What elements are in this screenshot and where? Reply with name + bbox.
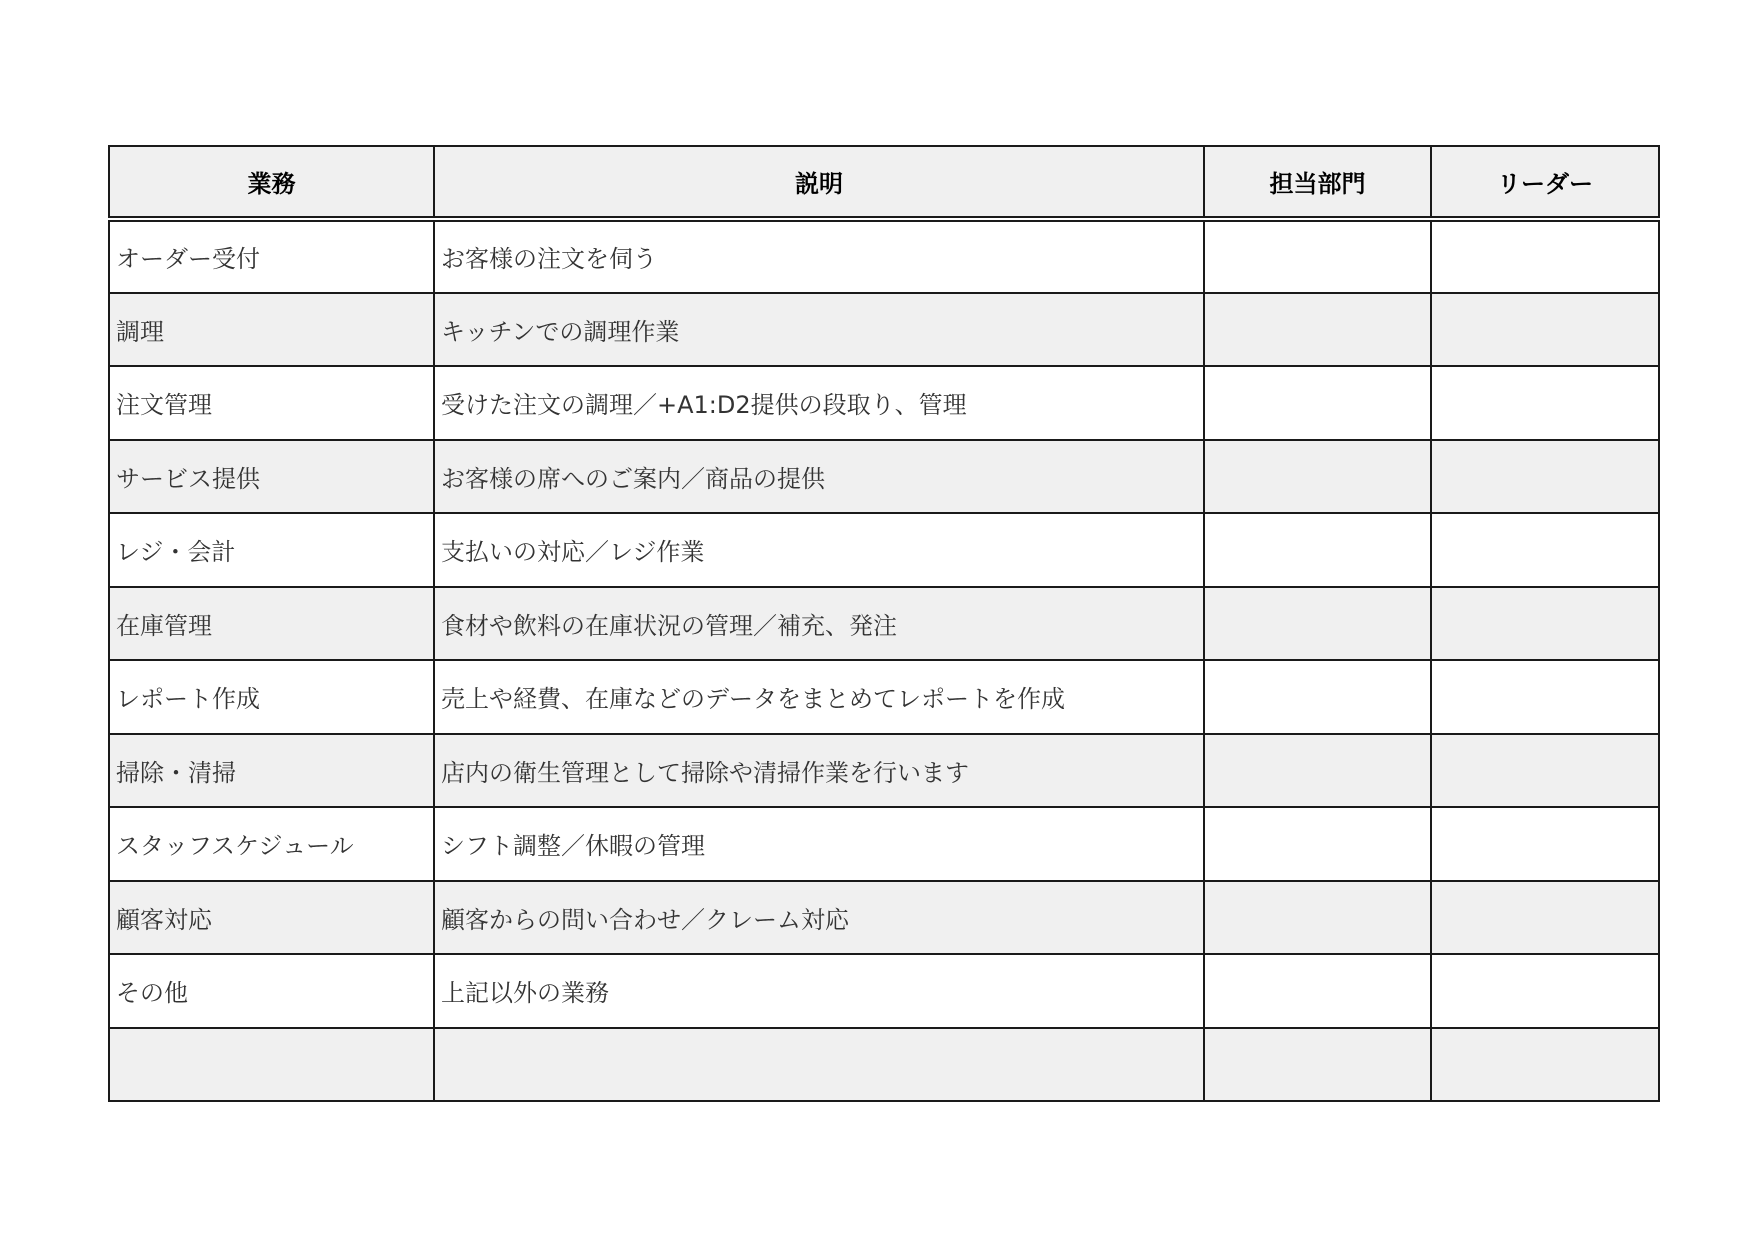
header-task: 業務 (109, 146, 434, 219)
cell-leader[interactable] (1431, 366, 1659, 440)
cell-department[interactable] (1204, 1028, 1431, 1102)
table-row (109, 440, 1659, 514)
cell-department[interactable] (1204, 881, 1431, 955)
table-row (109, 513, 1659, 587)
cell-description[interactable]: 受けた注文の調理／+A1:D2提供の段取り、管理 (434, 366, 1204, 440)
cell-leader[interactable] (1431, 807, 1659, 881)
table-row (109, 807, 1659, 881)
cell-description[interactable]: 上記以外の業務 (434, 954, 1204, 1028)
cell-department[interactable] (1204, 587, 1431, 661)
table-row (109, 587, 1659, 661)
cell-task[interactable]: 注文管理 (109, 366, 434, 440)
cell-task[interactable]: スタッフスケジュール (109, 807, 434, 881)
cell-task[interactable]: その他 (109, 954, 434, 1028)
cell-department[interactable] (1204, 660, 1431, 734)
header-department: 担当部門 (1204, 146, 1431, 219)
cell-task[interactable]: 調理 (109, 293, 434, 367)
header-leader: リーダー (1431, 146, 1659, 219)
table-row (109, 734, 1659, 808)
cell-department[interactable] (1204, 293, 1431, 367)
cell-department[interactable] (1204, 807, 1431, 881)
task-assignment-sheet (108, 145, 1658, 1102)
cell-department[interactable] (1204, 440, 1431, 514)
cell-task[interactable]: 掃除・清掃 (109, 734, 434, 808)
cell-description[interactable]: シフト調整／休暇の管理 (434, 807, 1204, 881)
cell-department[interactable] (1204, 366, 1431, 440)
table-row (109, 881, 1659, 955)
cell-task[interactable]: 在庫管理 (109, 587, 434, 661)
cell-leader[interactable] (1431, 513, 1659, 587)
cell-description[interactable]: 店内の衛生管理として掃除や清掃作業を行います (434, 734, 1204, 808)
table-row (109, 660, 1659, 734)
table-row (109, 293, 1659, 367)
cell-department[interactable] (1204, 734, 1431, 808)
cell-description[interactable]: 支払いの対応／レジ作業 (434, 513, 1204, 587)
cell-leader[interactable] (1431, 660, 1659, 734)
cell-description[interactable]: キッチンでの調理作業 (434, 293, 1204, 367)
cell-description[interactable] (434, 1028, 1204, 1102)
cell-leader[interactable] (1431, 219, 1659, 293)
table-row (109, 1028, 1659, 1102)
cell-leader[interactable] (1431, 587, 1659, 661)
cell-description[interactable]: 食材や飲料の在庫状況の管理／補充、発注 (434, 587, 1204, 661)
cell-task[interactable] (109, 1028, 434, 1102)
cell-description[interactable]: 顧客からの問い合わせ／クレーム対応 (434, 881, 1204, 955)
cell-leader[interactable] (1431, 954, 1659, 1028)
cell-task[interactable]: 顧客対応 (109, 881, 434, 955)
cell-description[interactable]: 売上や経費、在庫などのデータをまとめてレポートを作成 (434, 660, 1204, 734)
cell-description[interactable]: お客様の席へのご案内／商品の提供 (434, 440, 1204, 514)
cell-task[interactable]: レポート作成 (109, 660, 434, 734)
cell-leader[interactable] (1431, 440, 1659, 514)
cell-leader[interactable] (1431, 734, 1659, 808)
header-description: 説明 (434, 146, 1204, 219)
cell-department[interactable] (1204, 219, 1431, 293)
table-row (109, 366, 1659, 440)
cell-leader[interactable] (1431, 1028, 1659, 1102)
cell-task[interactable]: サービス提供 (109, 440, 434, 514)
cell-department[interactable] (1204, 954, 1431, 1028)
cell-leader[interactable] (1431, 881, 1659, 955)
cell-task[interactable]: レジ・会計 (109, 513, 434, 587)
table-row (109, 954, 1659, 1028)
table-row (109, 219, 1659, 293)
task-table (108, 145, 1660, 1102)
cell-department[interactable] (1204, 513, 1431, 587)
table-header-row (109, 146, 1659, 219)
cell-leader[interactable] (1431, 293, 1659, 367)
cell-description[interactable]: お客様の注文を伺う (434, 219, 1204, 293)
table-body (109, 219, 1659, 1101)
cell-task[interactable]: オーダー受付 (109, 219, 434, 293)
